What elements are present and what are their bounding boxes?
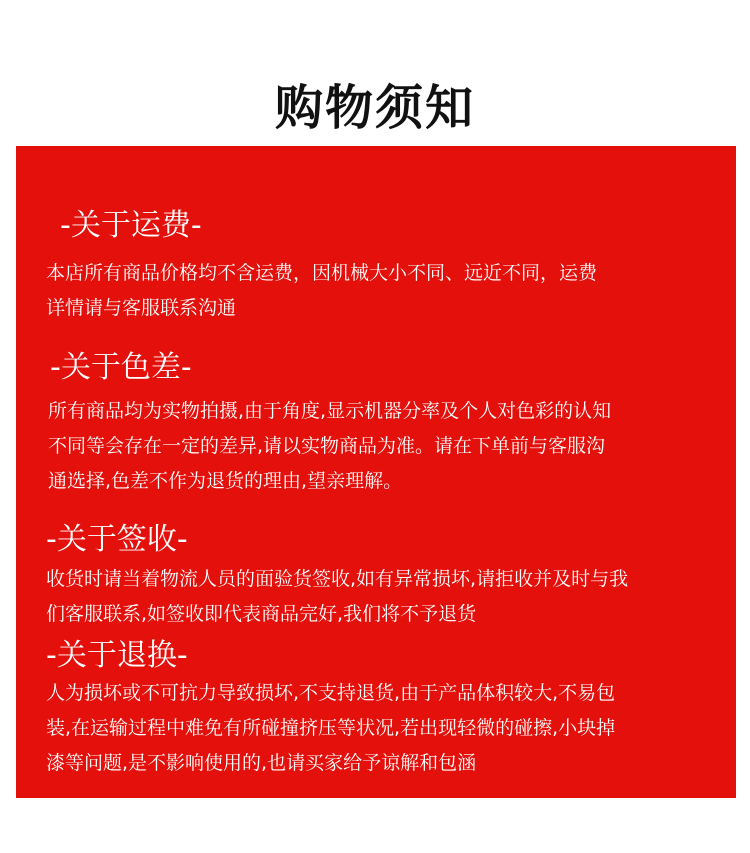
- return-exchange-line: 漆等问题,是不影响使用的,也请买家给予谅解和包涵: [46, 752, 477, 774]
- shipping-text: [46, 256, 726, 326]
- return-exchange-line: 装,在运输过程中难免有所碰撞挤压等状况,若出现轻微的碰擦,小块掉: [46, 717, 616, 739]
- shipping-line: 详情请与客服联系沟通: [46, 297, 237, 319]
- return-exchange-heading: -关于退换-: [46, 638, 188, 673]
- shipping-line: 本店所有商品价格均不含运费，因机械大小不同、远近不同，运费: [46, 262, 598, 284]
- return-exchange-text: [46, 676, 732, 781]
- return-exchange-line: 人为损坏或不可抗力导致损坏,不支持退货,由于产品体积较大,不易包: [46, 682, 616, 704]
- color-difference-line: 不同等会存在一定的差异,请以实物商品为准。请在下单前与客服沟: [48, 435, 606, 457]
- color-difference-heading: -关于色差-: [50, 350, 192, 385]
- notice-panel: [16, 146, 736, 798]
- color-difference-line: 通选择,色差不作为退货的理由,望亲理解。: [48, 470, 403, 492]
- color-difference-text: [48, 394, 728, 499]
- signing-line: 收货时请当着物流人员的面验货签收,如有异常损坏,请拒收并及时与我: [46, 568, 629, 590]
- color-difference-line: 所有商品均为实物拍摄,由于角度,显示机器分率及个人对色彩的认知: [48, 400, 612, 422]
- signing-line: 们客服联系,如签收即代表商品完好,我们将不予退货: [46, 603, 477, 625]
- shipping-heading: -关于运费-: [60, 208, 202, 243]
- signing-heading: -关于签收-: [46, 522, 188, 557]
- signing-text: [46, 562, 732, 632]
- page-title: 购物须知: [274, 80, 475, 136]
